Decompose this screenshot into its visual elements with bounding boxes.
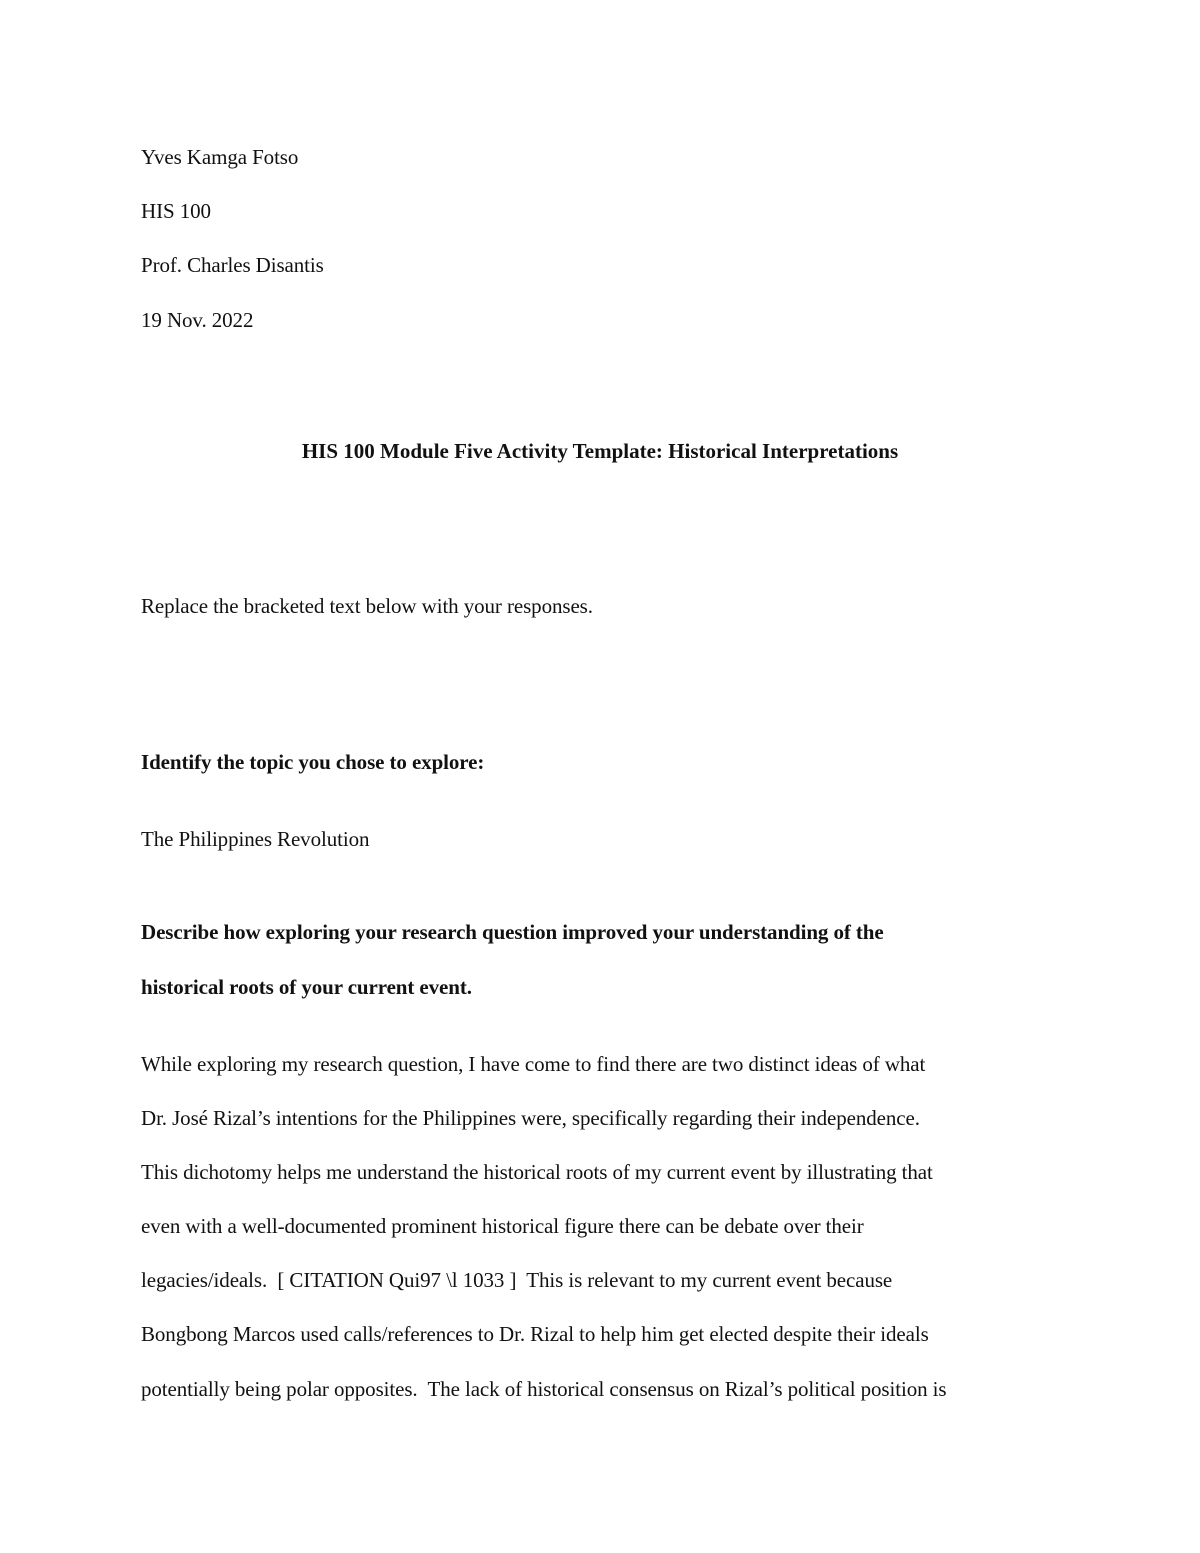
author-name: Yves Kamga Fotso	[141, 145, 299, 169]
response-line-5: legacies/ideals. [ CITATION Qui97 \l 1033 ] This is relevant to my current event because	[141, 1268, 893, 1292]
prompt-topic: Identify the topic you chose to explore:	[141, 750, 485, 774]
document-date: 19 Nov. 2022	[141, 308, 254, 332]
response-line-1: While exploring my research question, I have come to find there are two distinct ideas of what	[141, 1052, 926, 1076]
instructions-text: Replace the bracketed text below with your responses.	[141, 594, 593, 618]
professor-name: Prof. Charles Disantis	[141, 253, 324, 277]
response-line-7: potentially being polar opposites. The lack of historical consensus on Rizal’s political position is	[141, 1377, 947, 1401]
response-topic: The Philippines Revolution	[141, 827, 370, 851]
prompt-understanding-line-2: historical roots of your current event.	[141, 975, 472, 999]
response-line-3: This dichotomy helps me understand the historical roots of my current event by illustrating that	[141, 1160, 933, 1184]
response-line-2: Dr. José Rizal’s intentions for the Philippines were, specifically regarding their independence.	[141, 1106, 920, 1130]
document-title: HIS 100 Module Five Activity Template: Historical Interpretations	[301, 439, 899, 463]
prompt-understanding-line-1: Describe how exploring your research question improved your understanding of the	[141, 920, 884, 944]
response-line-6: Bongbong Marcos used calls/references to Dr. Rizal to help him get elected despite their ideals	[141, 1322, 929, 1346]
response-line-4: even with a well-documented prominent historical figure there can be debate over their	[141, 1214, 864, 1238]
course-code: HIS 100	[141, 199, 211, 223]
